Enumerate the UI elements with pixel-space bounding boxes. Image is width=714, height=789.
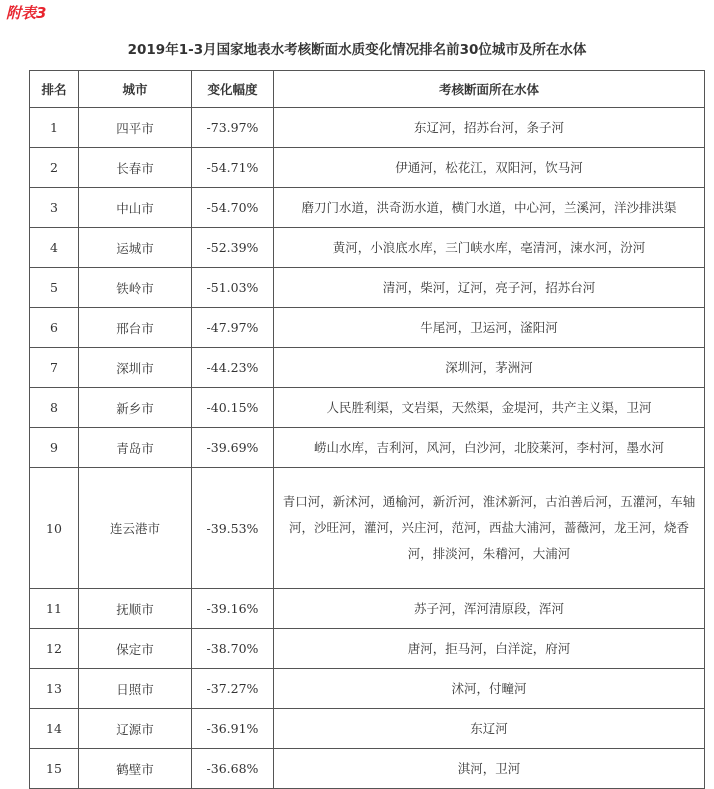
table-row [30, 669, 705, 709]
water-cell: 淇河，卫河 [274, 749, 705, 789]
table-row [30, 148, 705, 188]
water-cell: 东辽河，招苏台河，条子河 [274, 108, 705, 148]
change-cell: -38.70% [192, 629, 274, 669]
city-cell: 中山市 [79, 188, 192, 228]
rank-cell: 2 [30, 148, 79, 188]
table-row [30, 629, 705, 669]
water-cell: 东辽河 [274, 709, 705, 749]
table-row [30, 108, 705, 148]
water-cell: 黄河，小浪底水库，三门峡水库，亳清河，涑水河，汾河 [274, 228, 705, 268]
change-cell: -39.53% [192, 468, 274, 589]
water-cell: 沭河，付疃河 [274, 669, 705, 709]
rank-cell: 10 [30, 468, 79, 589]
city-cell: 邢台市 [79, 308, 192, 348]
header-water: 考核断面所在水体 [274, 71, 705, 108]
change-cell: -36.91% [192, 709, 274, 749]
city-cell: 长春市 [79, 148, 192, 188]
city-cell: 新乡市 [79, 388, 192, 428]
city-cell: 鹤壁市 [79, 749, 192, 789]
appendix-label: 附表3 [6, 4, 47, 22]
table-row [30, 188, 705, 228]
city-cell: 四平市 [79, 108, 192, 148]
table-title: 2019年1-3月国家地表水考核断面水质变化情况排名前30位城市及所在水体 [127, 42, 587, 58]
water-cell: 人民胜利渠，文岩渠，天然渠，金堤河，共产主义渠，卫河 [274, 388, 705, 428]
change-cell: -73.97% [192, 108, 274, 148]
table-row [30, 749, 705, 789]
change-cell: -51.03% [192, 268, 274, 308]
rank-cell: 8 [30, 388, 79, 428]
rank-cell: 11 [30, 589, 79, 629]
rank-cell: 7 [30, 348, 79, 388]
city-cell: 保定市 [79, 629, 192, 669]
city-cell: 铁岭市 [79, 268, 192, 308]
city-cell: 连云港市 [79, 468, 192, 589]
rank-cell: 6 [30, 308, 79, 348]
table-row [30, 228, 705, 268]
water-cell: 苏子河，浑河清原段，浑河 [274, 589, 705, 629]
water-cell: 清河，柴河，辽河，亮子河，招苏台河 [274, 268, 705, 308]
table-row [30, 589, 705, 629]
water-cell: 磨刀门水道，洪奇沥水道，横门水道，中心河，兰溪河，洋沙排洪渠 [274, 188, 705, 228]
change-cell: -39.69% [192, 428, 274, 468]
header-city: 城市 [79, 71, 192, 108]
water-cell: 牛尾河，卫运河，滏阳河 [274, 308, 705, 348]
table-row [30, 268, 705, 308]
change-cell: -52.39% [192, 228, 274, 268]
rank-cell: 9 [30, 428, 79, 468]
change-cell: -47.97% [192, 308, 274, 348]
change-cell: -40.15% [192, 388, 274, 428]
water-cell: 深圳河，茅洲河 [274, 348, 705, 388]
city-cell: 日照市 [79, 669, 192, 709]
water-cell: 崂山水库，吉利河，风河，白沙河，北胶莱河，李村河，墨水河 [274, 428, 705, 468]
table-row [30, 308, 705, 348]
table-row [30, 709, 705, 749]
change-cell: -36.68% [192, 749, 274, 789]
rank-cell: 15 [30, 749, 79, 789]
city-cell: 运城市 [79, 228, 192, 268]
city-cell: 辽源市 [79, 709, 192, 749]
water-cell: 唐河，拒马河，白洋淀，府河 [274, 629, 705, 669]
rank-cell: 1 [30, 108, 79, 148]
rank-cell: 3 [30, 188, 79, 228]
header-rank: 排名 [30, 71, 79, 108]
table-row [30, 428, 705, 468]
change-cell: -54.70% [192, 188, 274, 228]
change-cell: -54.71% [192, 148, 274, 188]
table-row [30, 468, 705, 589]
rank-cell: 5 [30, 268, 79, 308]
change-cell: -44.23% [192, 348, 274, 388]
rank-cell: 12 [30, 629, 79, 669]
rank-cell: 14 [30, 709, 79, 749]
table-row [30, 348, 705, 388]
ranking-table [29, 70, 705, 789]
city-cell: 青岛市 [79, 428, 192, 468]
water-cell: 青口河，新沭河，通榆河，新沂河，淮沭新河，古泊善后河，五灌河，车轴河，沙旺河，灌河，兴庄河，范河，西盐大浦河，蔷薇河，龙王河，烧香河，排淡河，朱稽河，大浦河 [274, 468, 705, 589]
change-cell: -37.27% [192, 669, 274, 709]
table-row [30, 388, 705, 428]
change-cell: -39.16% [192, 589, 274, 629]
rank-cell: 13 [30, 669, 79, 709]
rank-cell: 4 [30, 228, 79, 268]
header-row [30, 71, 705, 108]
water-cell: 伊通河，松花江，双阳河，饮马河 [274, 148, 705, 188]
city-cell: 抚顺市 [79, 589, 192, 629]
city-cell: 深圳市 [79, 348, 192, 388]
header-change: 变化幅度 [192, 71, 274, 108]
